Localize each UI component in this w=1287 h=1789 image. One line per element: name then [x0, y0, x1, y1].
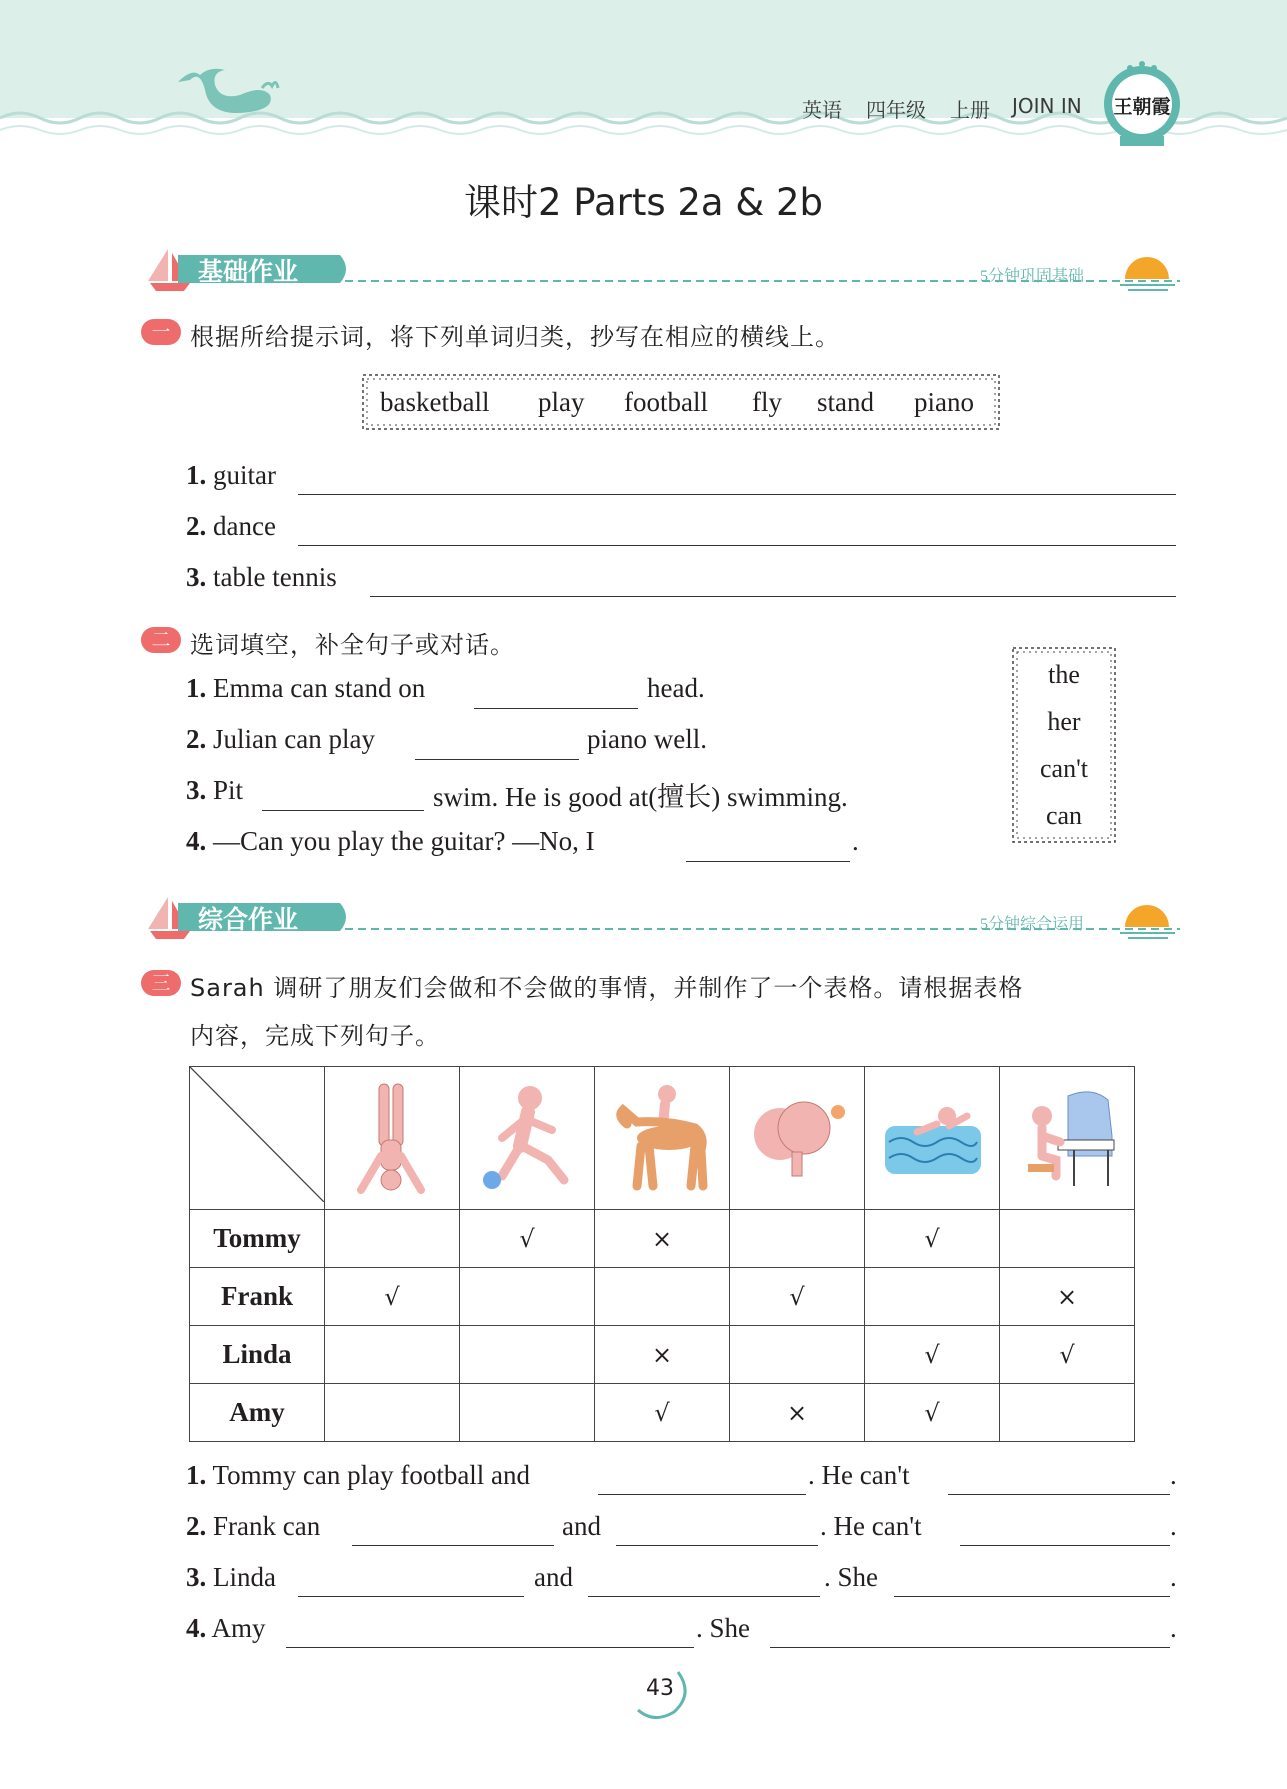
header-series: JOIN IN	[1012, 94, 1082, 118]
q2-badge: 二	[141, 627, 181, 653]
table-row-amy	[190, 1384, 1135, 1442]
choice-the: the	[1048, 660, 1080, 689]
section-comprehensive-sub: 5分钟综合运用	[980, 916, 1085, 933]
header-subject: 英语	[802, 98, 842, 122]
section-basic	[140, 245, 1180, 293]
section-basic-label: 基础作业	[198, 257, 299, 286]
q3-s4-b: . She	[696, 1613, 750, 1643]
q1-badge: 一	[141, 319, 181, 345]
q3-s1-a: Tommy can play football and	[212, 1460, 531, 1490]
survey-table	[189, 1066, 1135, 1442]
table-corner-cell	[190, 1067, 325, 1210]
sun-icon	[1120, 257, 1175, 290]
q2-item-3	[186, 775, 243, 806]
q2-blank-2[interactable]	[415, 759, 579, 760]
q1-instruction: 根据所给提示词，将下列单词归类，抄写在相应的横线上。	[190, 323, 840, 351]
q3-s2-blank-3[interactable]	[960, 1545, 1170, 1546]
mark-cell	[865, 1268, 1000, 1326]
q1-answer-line-1[interactable]	[298, 494, 1176, 495]
q3-s1-blank-1[interactable]	[598, 1494, 806, 1495]
row-name: Tommy	[190, 1210, 325, 1268]
word-fly: fly	[752, 387, 782, 417]
q3-s3-blank-3[interactable]	[894, 1596, 1170, 1597]
sun-icon	[1120, 905, 1175, 938]
q3-s4-blank-2[interactable]	[770, 1647, 1170, 1648]
q3-s1-b: . He can't	[808, 1460, 910, 1490]
q3-s4-num: 4.	[186, 1613, 207, 1643]
mark-cell: √	[865, 1326, 1000, 1384]
mark-cell: √	[865, 1384, 1000, 1442]
q3-s2-blank-1[interactable]	[352, 1545, 554, 1546]
q3-s1-num: 1.	[186, 1460, 207, 1490]
mark-cell	[595, 1268, 730, 1326]
q3-s3-a: Linda	[213, 1562, 276, 1592]
mark-cell	[325, 1326, 460, 1384]
q3-s2-c: . He can't	[820, 1511, 922, 1541]
q2-blank-4[interactable]	[686, 861, 850, 862]
header-band	[0, 0, 1287, 150]
page-number: 43	[646, 1676, 674, 1701]
row-name: Amy	[190, 1384, 325, 1442]
handstand-icon	[325, 1067, 460, 1210]
row-name: Linda	[190, 1326, 325, 1384]
word-stand: stand	[817, 387, 874, 417]
q3-s4-a: Amy	[211, 1613, 266, 1643]
q3-s2-num: 2.	[186, 1511, 207, 1541]
brand-logo	[1100, 58, 1184, 148]
mark-cell	[460, 1326, 595, 1384]
mark-cell: √	[325, 1268, 460, 1326]
q3-s1-c: .	[1170, 1460, 1177, 1490]
swimming-icon	[865, 1067, 1000, 1210]
q3-s3-blank-2[interactable]	[588, 1596, 820, 1597]
mark-cell	[1000, 1384, 1135, 1442]
q1-item-2	[186, 511, 276, 542]
q3-sentence-2	[186, 1511, 320, 1542]
mark-cell: √	[460, 1210, 595, 1268]
mark-cell: √	[865, 1210, 1000, 1268]
table-row-tommy	[190, 1210, 1135, 1268]
choice-cant: can't	[1040, 754, 1088, 783]
word-play: play	[538, 387, 585, 417]
q3-instruction-line1: Sarah 调研了朋友们会做和不会做的事情，并制作了一个表格。请根据表格	[190, 974, 1024, 1002]
q2-item-2	[186, 724, 375, 755]
row-name: Frank	[190, 1268, 325, 1326]
choice-can: can	[1045, 801, 1083, 830]
horse-riding-icon	[595, 1067, 730, 1210]
mark-cell: √	[595, 1384, 730, 1442]
section-comprehensive	[140, 893, 1180, 941]
q3-s3-blank-1[interactable]	[298, 1596, 524, 1597]
word-basketball: basketball	[380, 387, 490, 417]
q3-s1-blank-2[interactable]	[948, 1494, 1170, 1495]
mark-cell	[730, 1210, 865, 1268]
mark-cell: √	[1000, 1326, 1135, 1384]
q2-item-2-after: piano well.	[587, 724, 707, 754]
mark-cell: √	[730, 1268, 865, 1326]
q1-item-1-num: 1.	[186, 460, 207, 490]
q2-blank-3[interactable]	[262, 810, 424, 811]
table-header-row	[190, 1067, 1135, 1210]
q3-s4-blank-1[interactable]	[286, 1647, 694, 1648]
q2-item-3-after: swim. He is good at(擅长) swimming.	[433, 782, 848, 812]
piano-icon	[1000, 1067, 1135, 1210]
choice-her: her	[1047, 707, 1081, 736]
mark-cell: ×	[595, 1326, 730, 1384]
q2-blank-1[interactable]	[474, 708, 638, 709]
q3-s2-b: and	[562, 1511, 601, 1541]
mark-cell: ×	[730, 1384, 865, 1442]
q3-s4-c: .	[1170, 1613, 1177, 1643]
mark-cell	[325, 1384, 460, 1442]
q1-item-3	[186, 562, 337, 593]
football-icon	[460, 1067, 595, 1210]
q3-sentence-3	[186, 1562, 276, 1593]
q3-s2-d: .	[1170, 1511, 1177, 1541]
q3-s3-d: .	[1170, 1562, 1177, 1592]
q1-item-1	[186, 460, 276, 491]
mark-cell	[730, 1326, 865, 1384]
mark-cell	[1000, 1210, 1135, 1268]
q1-item-3-num: 3.	[186, 562, 207, 592]
table-row-frank	[190, 1268, 1135, 1326]
section-basic-sub: 5分钟巩固基础	[980, 268, 1085, 285]
header-grade: 四年级	[866, 98, 926, 122]
q3-s2-a: Frank can	[213, 1511, 321, 1541]
q3-s3-b: and	[534, 1562, 573, 1592]
logo-text: 王朝霞	[1113, 96, 1171, 118]
word-piano: piano	[914, 387, 974, 417]
q2-item-3-num: 3.	[186, 775, 207, 805]
q2-item-4	[186, 826, 595, 857]
q1-answer-line-3[interactable]	[370, 596, 1176, 597]
q2-item-1-before: Emma can stand on	[213, 673, 426, 703]
q1-item-2-text: dance	[213, 511, 276, 541]
q1-item-1-text: guitar	[213, 460, 276, 490]
q2-item-4-num: 4.	[186, 826, 207, 856]
q2-item-4-after: .	[852, 826, 859, 856]
q2-item-1-after: head.	[647, 673, 705, 703]
mark-cell: ×	[1000, 1268, 1135, 1326]
q1-answer-line-2[interactable]	[298, 545, 1176, 546]
q1-item-2-num: 2.	[186, 511, 207, 541]
q3-sentence-1	[186, 1460, 530, 1491]
q2-instruction: 选词填空，补全句子或对话。	[190, 631, 515, 659]
q2-item-2-num: 2.	[186, 724, 207, 754]
table-row-linda	[190, 1326, 1135, 1384]
q3-badge: 三	[141, 970, 181, 996]
lesson-title: 课时2 Parts 2a & 2b	[464, 181, 823, 224]
q2-item-1-num: 1.	[186, 673, 207, 703]
table-tennis-icon	[730, 1067, 865, 1210]
header-volume: 上册	[950, 98, 990, 122]
q1-item-3-text: table tennis	[213, 562, 337, 592]
mark-cell: ×	[595, 1210, 730, 1268]
q3-s3-num: 3.	[186, 1562, 207, 1592]
q3-s2-blank-2[interactable]	[616, 1545, 818, 1546]
q3-s3-c: . She	[824, 1562, 878, 1592]
q2-item-4-before: —Can you play the guitar? —No, I	[213, 826, 595, 856]
section-comprehensive-label: 综合作业	[198, 905, 299, 934]
mark-cell	[460, 1384, 595, 1442]
q2-item-2-before: Julian can play	[213, 724, 375, 754]
q2-item-1	[186, 673, 425, 704]
mark-cell	[325, 1210, 460, 1268]
q2-item-3-before: Pit	[213, 775, 244, 805]
q3-sentence-4	[186, 1613, 266, 1644]
word-football: football	[624, 387, 708, 417]
mark-cell	[460, 1268, 595, 1326]
q3-instruction-line2: 内容，完成下列句子。	[190, 1022, 440, 1050]
